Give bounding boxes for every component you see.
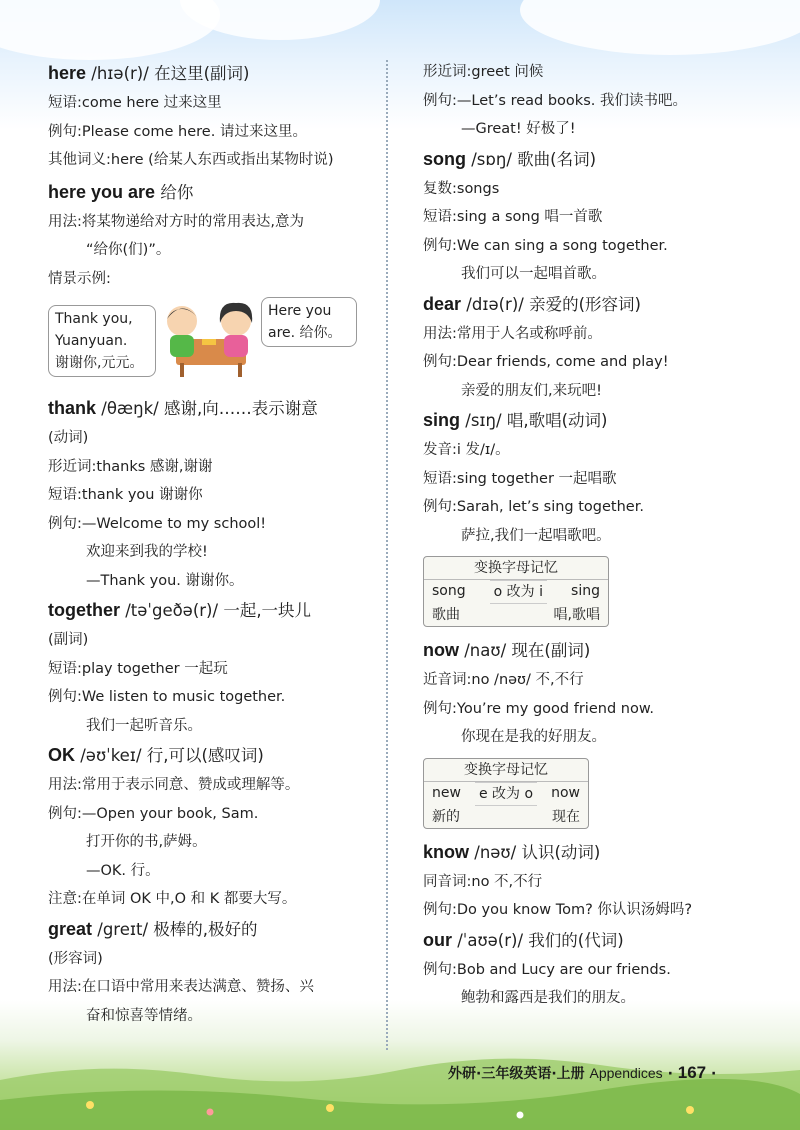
entry-line: 例句:You’re my good friend now.	[423, 700, 654, 717]
entry-here	[48, 58, 398, 175]
headword: together	[48, 600, 120, 620]
entry-line: 例句:We listen to music together.	[48, 689, 286, 705]
gloss: 给你	[160, 182, 194, 202]
bubble-line: Here you	[268, 303, 332, 319]
headword-line	[48, 393, 398, 424]
headword-line	[48, 177, 398, 208]
headword-line	[423, 289, 773, 320]
bubble-line: Yuanyuan.	[55, 333, 128, 349]
note-line: 注意:在单词 OK 中,O 和 K 都要大写。	[48, 891, 297, 907]
headword: here you are	[48, 181, 156, 202]
entry-line: 打开你的书,萨姆。	[86, 834, 207, 850]
entry-our	[423, 925, 773, 1013]
phonetic: /sɒŋ/	[471, 149, 512, 169]
entry-sing	[423, 405, 773, 627]
entry-line: 我们一起听音乐。	[86, 717, 202, 734]
gloss: 我们的(代词)	[528, 930, 624, 950]
phonetic: /əʊˈkeɪ/	[80, 746, 142, 765]
entry-line: 例句:Please come here. 请过来这里。	[48, 123, 307, 140]
entry-line: 例句:We can sing a song together.	[423, 237, 668, 254]
entry-line: 用法:常用于人名或称呼前。	[423, 325, 602, 342]
entry-line: 欢迎来到我的学校!	[86, 544, 208, 560]
entry-line: 鲍勃和露西是我们的朋友。	[461, 990, 635, 1006]
entry-together	[48, 595, 398, 740]
gloss: 现在(副词)	[511, 641, 591, 660]
headword: now	[423, 640, 459, 660]
entry-now	[423, 635, 773, 829]
entry-thank	[48, 393, 398, 595]
entry-line: 其他词义:here (给某人东西或指出某物时说)	[48, 152, 334, 168]
entry-line: 例句:Sarah, let’s sing together.	[423, 499, 644, 515]
memory-tip-to-cn: 唱,歌唱	[553, 607, 600, 623]
bubble-line: are. 给你。	[268, 325, 342, 341]
headword-line	[423, 925, 773, 956]
page-number: 167	[677, 1063, 707, 1082]
headword: dear	[423, 293, 462, 314]
scene-illustration	[48, 299, 398, 387]
headword: song	[423, 148, 466, 169]
gloss-continued: (副词)	[48, 632, 89, 648]
memory-tip-rule: o 改为 i	[490, 580, 547, 604]
entry-here-you-are	[48, 177, 398, 388]
entry-great	[48, 914, 398, 1031]
headword-line	[48, 914, 398, 945]
book-title: 外研·三年级英语·上册	[448, 1066, 585, 1082]
phonetic: /nəʊ/	[474, 842, 517, 862]
phonetic: /dɪə(r)/	[466, 294, 524, 314]
entry-line: 例句:Bob and Lucy are our friends.	[423, 961, 671, 978]
children-illustration	[156, 299, 264, 379]
phonetic: /hɪə(r)/	[91, 64, 149, 83]
entry-line: 例句:—Let’s read books. 我们读书吧。	[423, 92, 687, 109]
entry-line: 亲爱的朋友们,来玩吧!	[461, 382, 602, 399]
gloss: 行,可以(感叹词)	[146, 746, 264, 765]
entry-know	[423, 837, 773, 925]
memory-tip-from: new	[432, 784, 461, 801]
entry-song	[423, 144, 773, 289]
bubble-line: Thank you,	[55, 311, 133, 327]
phonetic: /naʊ/	[464, 641, 507, 660]
entry-line: 用法:将某物递给对方时的常用表达,意为	[48, 213, 304, 230]
phonetic: /sɪŋ/	[465, 411, 502, 430]
page-footer	[448, 1063, 716, 1083]
memory-tip-to: now	[551, 784, 580, 801]
memory-tip-box	[423, 758, 589, 829]
phonetic: /greɪt/	[97, 919, 149, 939]
headword: sing	[423, 410, 461, 430]
headword: great	[48, 918, 93, 939]
entry-line: 复数:songs	[423, 180, 500, 197]
speech-bubble-right	[261, 297, 357, 347]
gloss-continued: (形容词)	[48, 950, 103, 967]
gloss: 极棒的,极好的	[153, 919, 258, 939]
left-column	[48, 58, 398, 1030]
memory-tip-rule: e 改为 o	[475, 782, 537, 806]
memory-tip-title: 变换字母记忆	[424, 759, 588, 782]
memory-tip-title: 变换字母记忆	[424, 557, 608, 580]
phonetic: /təˈgeðə(r)/	[125, 601, 219, 620]
memory-tip-from: song	[432, 583, 466, 599]
section-name: Appendices	[589, 1065, 663, 1081]
entry-line: 用法:常用于表示同意、赞成或理解等。	[48, 777, 300, 793]
headword: OK	[48, 745, 75, 765]
memory-tip-box	[423, 556, 609, 627]
entry-line: 你现在是我的好朋友。	[461, 729, 606, 745]
entry-line: 用法:在口语中常用来表达满意、赞扬、兴	[48, 979, 314, 995]
footer-dot: ·	[667, 1066, 673, 1082]
headword: thank	[48, 398, 97, 418]
headword-line	[423, 635, 773, 666]
entry-line: 形近词:thanks 感谢,谢谢	[48, 458, 213, 475]
right-column	[423, 58, 773, 1013]
headword-line	[48, 595, 398, 626]
entry-line: 萨拉,我们一起唱歌吧。	[461, 527, 611, 544]
gloss: 感谢,向……表示谢意	[163, 399, 318, 418]
headword: here	[48, 63, 87, 83]
headword: know	[423, 841, 470, 862]
entry-line: —Great! 好极了!	[461, 121, 576, 137]
entry-line: 我们可以一起唱首歌。	[461, 266, 606, 282]
memory-tip-row	[424, 580, 608, 604]
entry-line: 例句:—Welcome to my school!	[48, 515, 267, 532]
entry-ok	[48, 740, 398, 914]
headword-line	[423, 405, 773, 436]
entry-line: 短语:thank you 谢谢你	[48, 487, 203, 503]
memory-tip-row	[424, 782, 588, 806]
entry-line: “给你(们)”。	[86, 242, 171, 258]
gloss-continued: (动词)	[48, 430, 89, 446]
memory-tip-row	[424, 604, 608, 626]
entry-line: 例句:Dear friends, come and play!	[423, 354, 669, 370]
entry-line: 同音词:no 不,不行	[423, 873, 543, 890]
phonetic: /θæŋk/	[101, 399, 159, 418]
gloss: 歌曲(名词)	[517, 149, 597, 169]
entry-line: 短语:play together 一起玩	[48, 660, 228, 677]
entry-great-continued	[423, 58, 773, 144]
headword-line	[423, 144, 773, 175]
memory-tip-to-cn: 现在	[552, 808, 580, 825]
memory-tip-to: sing	[571, 583, 600, 599]
entry-line: 发音:i 发/ɪ/。	[423, 442, 510, 458]
entry-line: 奋和惊喜等情绪。	[86, 1007, 202, 1024]
scene-label: 情景示例:	[48, 270, 111, 287]
entry-line: 近音词:no /nəʊ/ 不,不行	[423, 672, 584, 688]
headword: our	[423, 929, 452, 950]
entry-line: 短语:come here 过来这里	[48, 95, 222, 111]
headword-line	[48, 58, 398, 89]
footer-dot: ·	[711, 1066, 717, 1082]
entry-line: 短语:sing together 一起唱歌	[423, 470, 617, 487]
headword-line	[423, 837, 773, 868]
gloss: 亲爱的(形容词)	[529, 294, 641, 314]
memory-tip-from-cn: 歌曲	[432, 607, 460, 623]
entry-line: 例句:—Open your book, Sam.	[48, 805, 259, 822]
entry-line: —OK. 行。	[86, 862, 160, 879]
gloss: 在这里(副词)	[154, 64, 250, 83]
cloud-decoration	[180, 0, 380, 40]
entry-line: 例句:Do you know Tom? 你认识汤姆吗?	[423, 902, 693, 918]
phonetic: /ˈaʊə(r)/	[457, 930, 524, 950]
entry-line: 短语:sing a song 唱一首歌	[423, 209, 603, 225]
cloud-decoration	[520, 0, 800, 55]
bubble-line: 谢谢你,元元。	[55, 355, 144, 371]
memory-tip-from-cn: 新的	[432, 808, 460, 825]
gloss: 一起,一块儿	[223, 601, 312, 620]
gloss: 认识(动词)	[521, 842, 601, 862]
headword-line	[48, 740, 398, 771]
entry-line: —Thank you. 谢谢你。	[86, 572, 244, 589]
gloss: 唱,歌唱(动词)	[506, 411, 608, 430]
speech-bubble-left	[48, 305, 156, 377]
memory-tip-row	[424, 806, 588, 828]
entry-line: 形近词:greet 问候	[423, 64, 544, 80]
entry-dear	[423, 289, 773, 406]
